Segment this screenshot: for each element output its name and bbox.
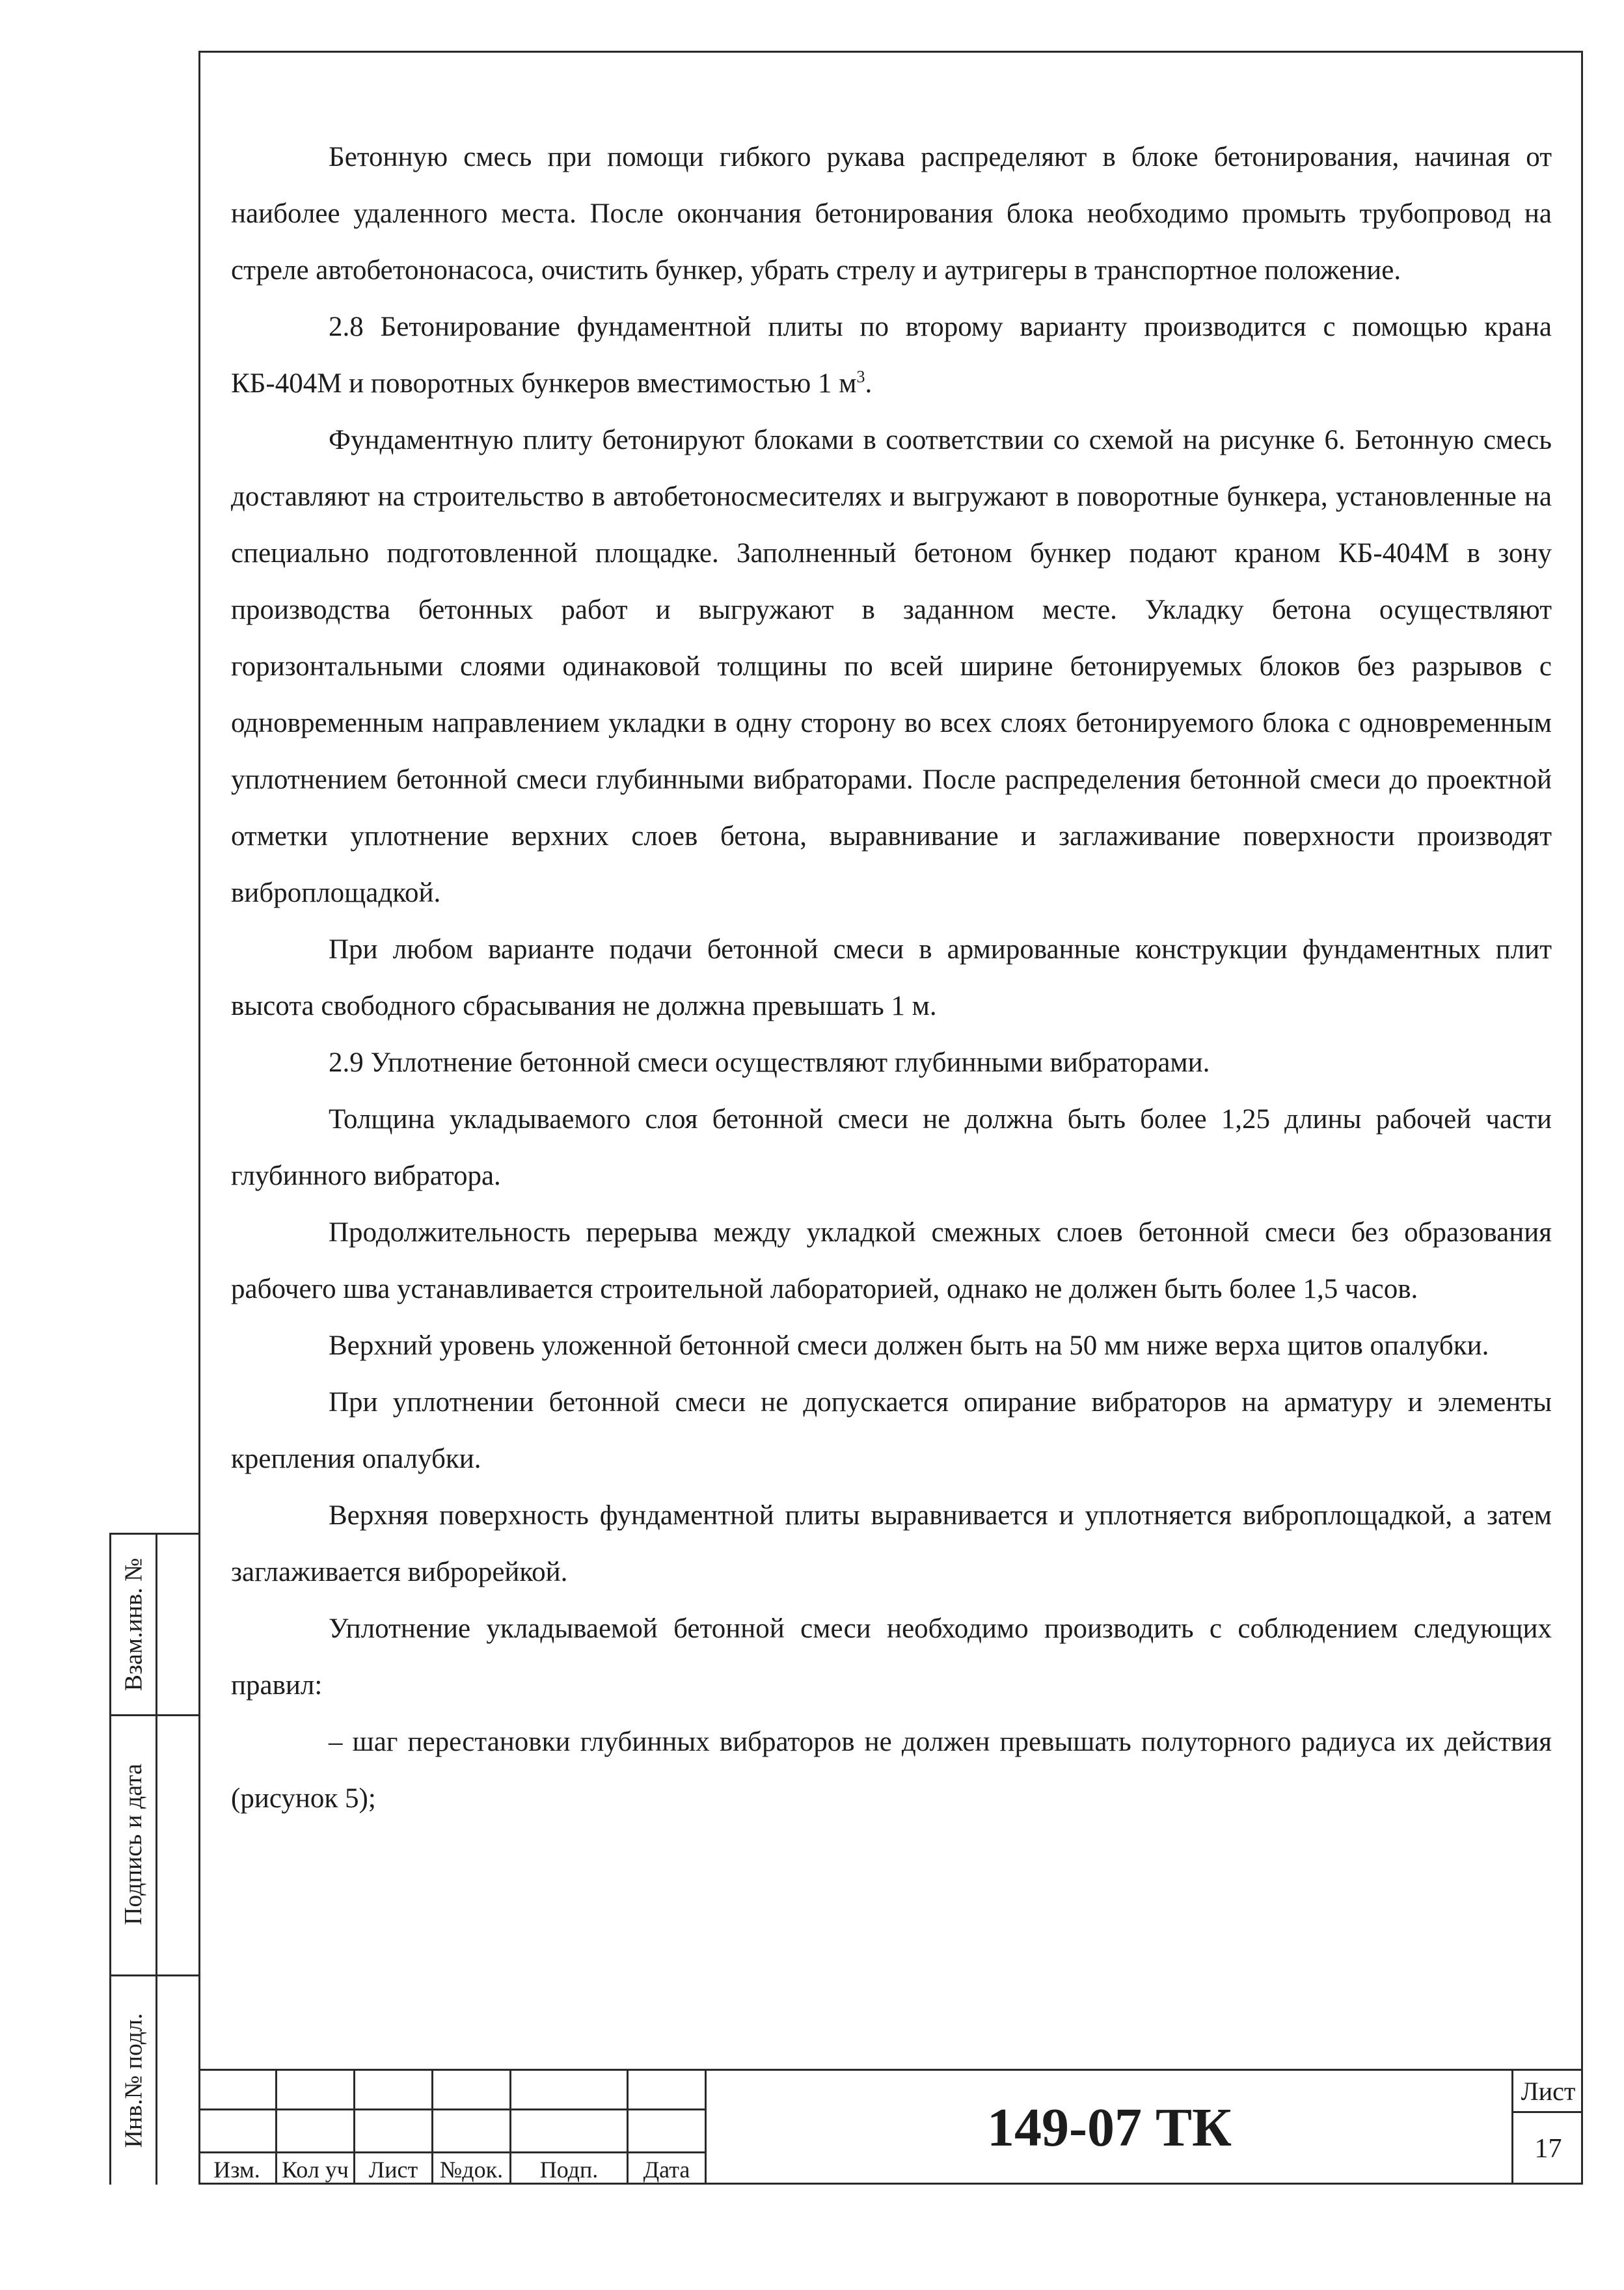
sheet-label: Лист (1513, 2071, 1583, 2113)
body-text (231, 129, 1552, 1827)
paragraph: При уплотнении бетонной смеси не допускается опирание вибраторов на арматуру и элементы крепления опалубки. (231, 1387, 1552, 1474)
column-header: Подп. (539, 2157, 599, 2183)
sheet-number: 17 (1534, 2134, 1562, 2164)
column-header: Кол уч (282, 2157, 349, 2183)
table-line (198, 2151, 706, 2153)
paragraph: Верхний уровень уложенной бетонной смеси должен быть на 50 мм ниже верха щитов опалубки. (329, 1330, 1489, 1361)
table-line (198, 2108, 706, 2110)
paragraph: Бетонную смесь при помощи гибкого рукава распределяют в блоке бетонирования, начиная от наиболее удаленного места. После окончания бетонирования блока необходимо промыть трубопровод на стреле автобетононасоса, очистить бункер, убрать стрелу и аутригеры в транспортное положение. (231, 142, 1552, 286)
column-header: №док. (439, 2157, 504, 2183)
side-strip-divider (156, 1535, 157, 2185)
title-block (198, 2069, 1583, 2185)
side-label-original-inv (111, 1974, 156, 2187)
side-strip (109, 1533, 200, 2185)
paragraph: Верхняя поверхность фундаментной плиты выравнивается и уплотняется виброплощадкой, а затем заглаживается виброрейкой. (231, 1500, 1552, 1587)
column-header: Изм. (213, 2157, 260, 2183)
paragraph: 2.9 Уплотнение бетонной смеси осуществляют глубинными вибраторами. (329, 1047, 1210, 1078)
paragraph: Фундаментную плиту бетонируют блоками в соответствии со схемой на рисунке 6. Бетонную смесь доставляют на строительство в автобетоносмесителях и выгружают в поворотные бункера, установленные на специально подготовленной площадке. Заполненный бетоном бункер подают краном КБ-404М в зону производства бетонных работ и выгружают в заданном месте. Укладку бетона осуществляют горизонтальными слоями одинаковой толщины по всей ширине бетонируемых блоков без разрывов с одновременным направлением укладки в одну сторону во всех слоях бетонируемого блока с одновременным уплотнением бетонной смеси глубинными вибраторами. После распределения бетонной смеси до проектной отметки уплотнение верхних слоев бетона, выравнивание и заглаживание поверхности производят виброплощадкой. (231, 425, 1552, 908)
paragraph-text: 2.8 Бетонирование фундаментной плиты по второму варианту производится с помощью крана КБ-404М и поворотных бункеров вместимостью 1 м (231, 312, 1552, 399)
revision-table (198, 2071, 706, 2185)
superscript: 3 (856, 367, 865, 386)
side-label-text: Подпись и дата (120, 1763, 148, 1926)
paragraph (231, 299, 1552, 412)
sheet-box (1511, 2071, 1583, 2185)
side-label-replacement-inv (111, 1535, 156, 1714)
side-label-text: Взам.инв. № (120, 1557, 148, 1691)
document-code: 149-07 ТК (987, 2097, 1232, 2158)
paragraph: При любом варианте подачи бетонной смеси в армированные конструкции фундаментных плит высота свободного сбрасывания не должна превышать 1 м. (231, 934, 1552, 1021)
column-header: Дата (643, 2157, 690, 2183)
list-item: – шаг перестановки глубинных вибраторов не должен превышать полуторного радиуса их действия (рисунок 5); (231, 1727, 1552, 1814)
side-label-text: Инв.№ подл. (120, 2013, 148, 2148)
paragraph: Толщина укладываемого слоя бетонной смеси не должна быть более 1,25 длины рабочей части глубинного вибратора. (231, 1104, 1552, 1191)
side-label-signature-date (111, 1714, 156, 1974)
paragraph-end: . (865, 368, 873, 399)
paragraph: Уплотнение укладываемой бетонной смеси необходимо производить с соблюдением следующих правил: (231, 1613, 1552, 1701)
column-header: Лист (368, 2157, 418, 2183)
paragraph: Продолжительность перерыва между укладкой смежных слоев бетонной смеси без образования рабочего шва устанавливается строительной лабораторией, однако не должен быть более 1,5 часов. (231, 1217, 1552, 1304)
